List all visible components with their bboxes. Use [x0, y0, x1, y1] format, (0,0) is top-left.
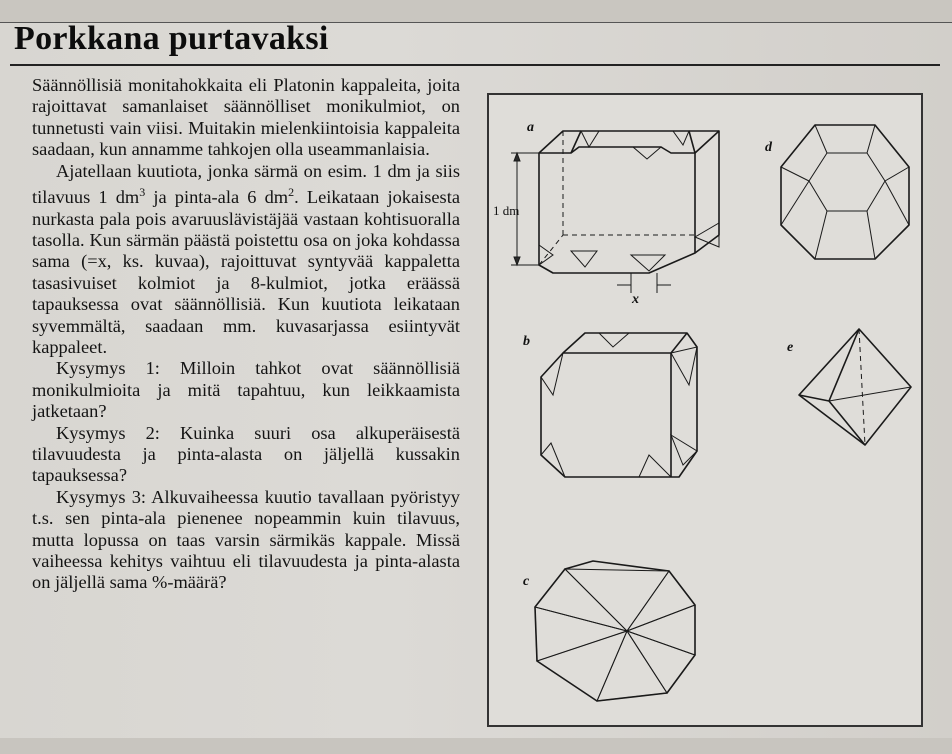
paragraph-cube-part1: Ajatellaan kuutiota, jonka särmä on esim. 1 dm ja siis tilavuus 1 dm: [32, 160, 460, 208]
figure-c-label: c: [523, 574, 530, 589]
dimension-label: 1 dm: [493, 203, 520, 218]
article-title: Porkkana purtavaksi: [14, 20, 329, 57]
question-2: Kysymys 2: Kuinka suuri osa alkuperäisestä tilavuudesta ja pinta-alasta on jäljellä kussakin tapauksessa?: [32, 422, 460, 486]
figure-e-octahedron: [787, 329, 911, 445]
superscript-2: 2: [288, 185, 295, 200]
figure-d-label: d: [765, 140, 772, 155]
figure-a-truncated-cube: [493, 120, 719, 307]
paragraph-cube-part3: . Leikataan jokaisesta nurkasta pala pois avaruuslävistäjää vastaan kohtisuoralla tasolla. Kun särmän päästä poistettu osa on joka kohdassa sama (=x, ks. kuvaa), rajoittuvat syntyvää kappaletta tasasivuiset kolmiot ja 8-kulmiot, jotka eräässä tapauksessa ovat säännöllisiä. Kun kuutiota leikataan syvemmältä, saadaan mm. kuvasarjassa esiintyvät kappaleet.: [32, 187, 460, 357]
question-1: Kysymys 1: Milloin tahkot ovat säännöllisiä monikulmioita ja mitä tapahtuu, kun leikkaamista jatketaan?: [32, 358, 460, 422]
polyhedra-figure: [487, 93, 923, 727]
polyhedra-drawing: [489, 95, 921, 725]
question-3: Kysymys 3: Alkuvaiheessa kuutio tavallaan pyöristyy t.s. sen pinta-ala pienenee nopeammin kuin tilavuus, mutta lopussa on taas varsin särmikäs kappale. Missä vaiheessa kehitys vaihtuu eli tilavuudesta ja pinta-alasta on jäljellä sama %-määrä?: [32, 486, 460, 593]
paragraph-cube-part2: ja pinta-ala 6 dm: [145, 187, 289, 208]
paragraph-cube: [32, 161, 460, 359]
article-body: [32, 75, 460, 594]
figure-e-label: e: [787, 340, 794, 355]
cut-label: x: [632, 292, 639, 307]
figure-d-polyhedron: [765, 125, 909, 259]
figure-b-label: b: [523, 334, 530, 349]
superscript-3: 3: [139, 185, 146, 200]
title-rule: [10, 64, 940, 66]
next-page-edge: [0, 738, 952, 754]
figure-c-cuboctahedron: [523, 561, 695, 701]
figure-b-truncated-cube: [523, 333, 697, 477]
paragraph-intro: Säännöllisiä monitahokkaita eli Platonin kappaleita, joita rajoittavat samanlaiset säännölliset monikulmiot, on tunnetusti vain viisi. Muitakin mielenkiintoisia kappaleita saadaan, kun annamme tahkojen olla useammanlaisia.: [32, 75, 460, 160]
figure-a-label: a: [527, 120, 534, 135]
